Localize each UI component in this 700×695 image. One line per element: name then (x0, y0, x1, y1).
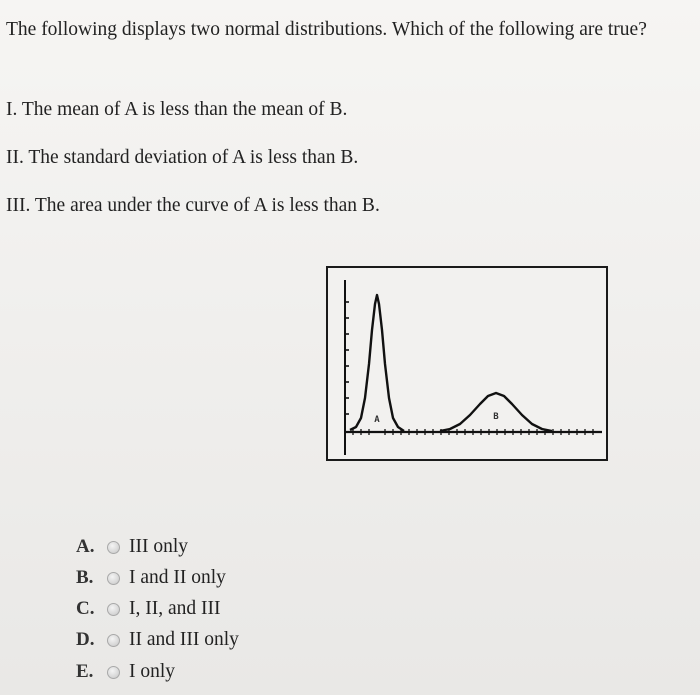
choice-e[interactable] (76, 658, 175, 686)
radio-button[interactable] (107, 603, 120, 616)
choice-letter: C. (76, 598, 95, 619)
choice-letter: D. (76, 629, 95, 650)
choice-letter: E. (76, 661, 94, 682)
normal-distributions-graph (326, 266, 608, 461)
choice-c[interactable] (76, 595, 221, 623)
statement-1: I. The mean of A is less than the mean of B. (6, 99, 348, 120)
choice-letter: A. (76, 536, 95, 557)
choice-a[interactable] (76, 533, 188, 561)
radio-button[interactable] (107, 634, 120, 647)
radio-button[interactable] (107, 572, 120, 585)
statement-2: II. The standard deviation of A is less than B. (6, 147, 359, 168)
choice-text: III only (129, 536, 189, 557)
curve-a-label: A (374, 415, 380, 425)
distribution-plot (328, 268, 606, 459)
choice-text: I only (129, 661, 176, 682)
choice-text: I and II only (129, 567, 226, 588)
radio-button[interactable] (107, 666, 120, 679)
statement-3: III. The area under the curve of A is less than B. (6, 195, 380, 216)
curve-a (350, 295, 404, 431)
choice-text: II and III only (129, 629, 239, 650)
radio-button[interactable] (107, 541, 120, 554)
question-prompt: The following displays two normal distributions. Which of the following are true? (6, 19, 647, 40)
choice-letter: B. (76, 567, 94, 588)
curve-b-label: B (493, 412, 499, 422)
choice-b[interactable] (76, 564, 226, 592)
choice-d[interactable] (76, 626, 239, 654)
choice-text: I, II, and III (129, 598, 221, 619)
